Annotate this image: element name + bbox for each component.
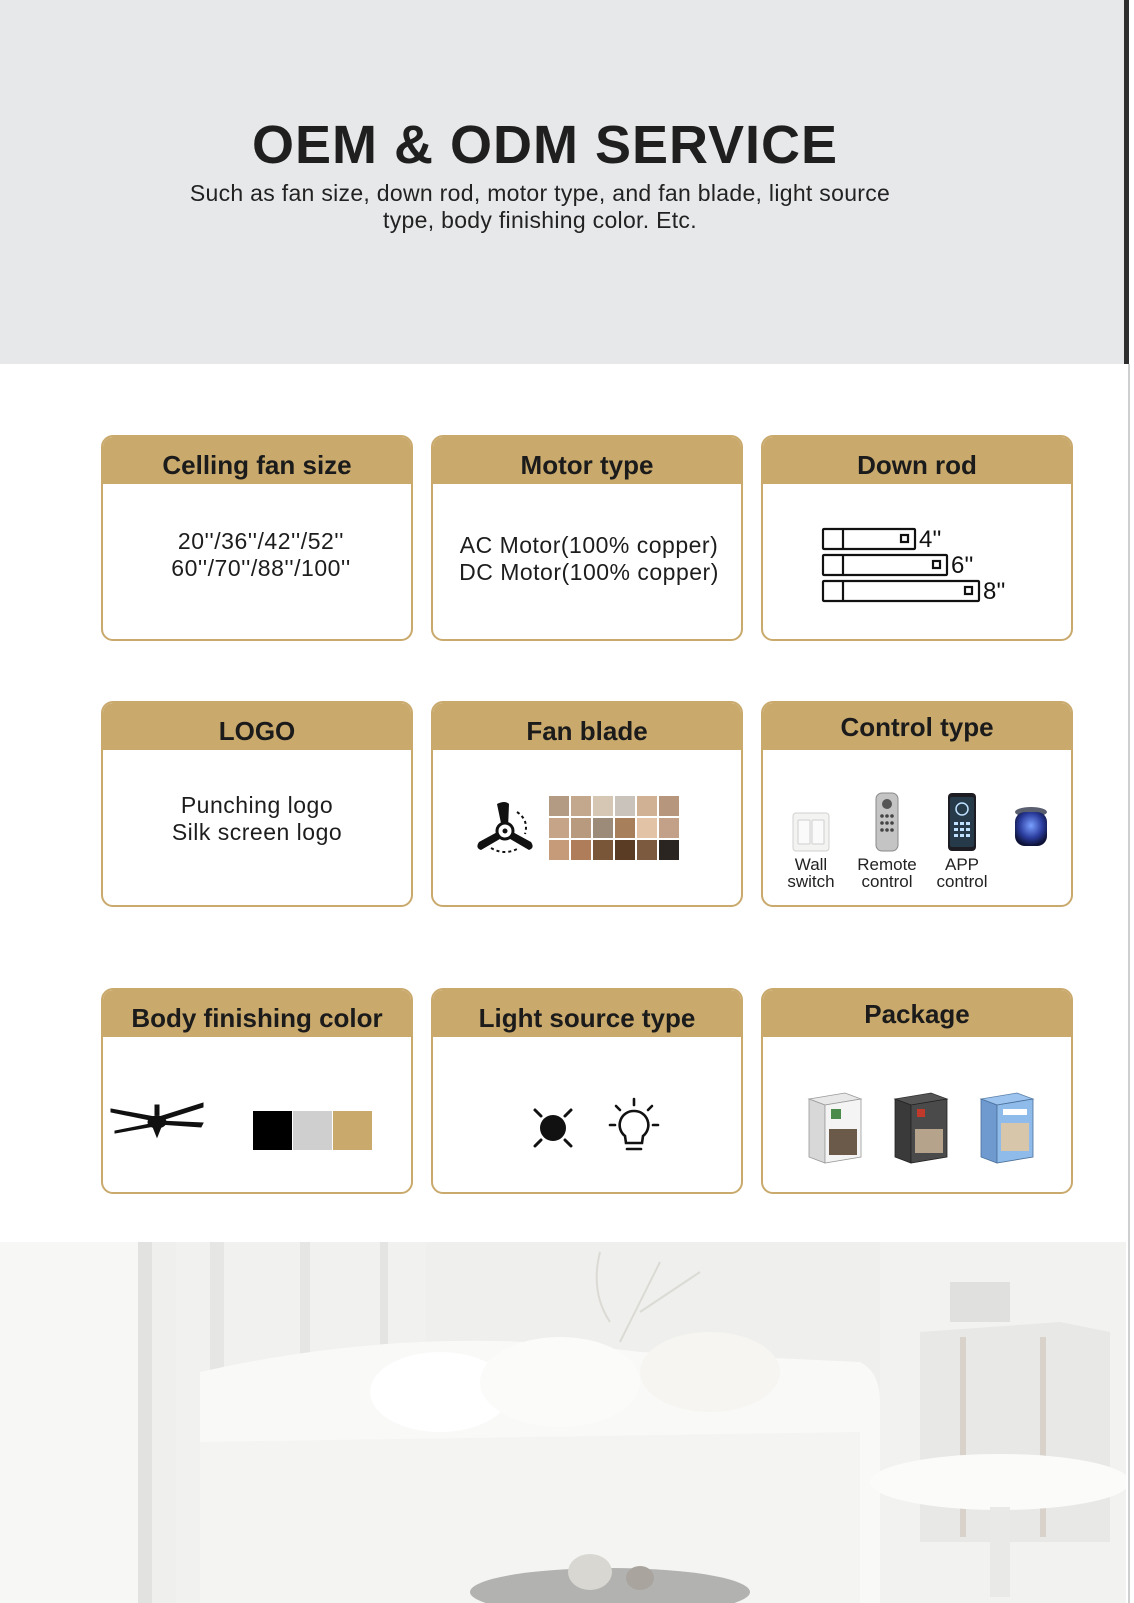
control-smart-speaker <box>1011 806 1051 855</box>
blade-swatch <box>615 796 635 816</box>
led-light-icon <box>529 1103 577 1153</box>
card-package-title: Package <box>763 990 1071 1037</box>
wall-switch-label-1: Wall <box>794 855 828 874</box>
blade-swatch <box>549 840 569 860</box>
card-motor-type <box>431 435 743 641</box>
blade-swatch <box>637 796 657 816</box>
card-body-color-title: Body finishing color <box>103 990 411 1037</box>
body-color-swatch <box>333 1111 372 1150</box>
blade-color-swatches <box>549 796 679 860</box>
fan-size-line-2: 60''/70''/88''/100'' <box>171 555 351 581</box>
app-label-1: APP <box>944 855 980 874</box>
remote-control-icon <box>874 792 900 852</box>
motor-type-values <box>437 532 741 586</box>
blade-swatch <box>659 796 679 816</box>
blade-swatch <box>593 840 613 860</box>
ceiling-fan-icon <box>109 1101 205 1143</box>
page-edge-bar <box>1124 0 1129 364</box>
card-package <box>761 988 1073 1194</box>
blade-swatch <box>571 840 591 860</box>
blade-swatch <box>637 818 657 838</box>
fan-size-line-1: 20''/36''/42''/52'' <box>177 528 345 554</box>
smartphone-icon <box>946 792 978 852</box>
remote-label-1: Remote <box>857 855 917 874</box>
card-motor-type-title: Motor type <box>433 437 741 484</box>
hero-banner <box>0 0 1126 364</box>
card-body-color <box>101 988 413 1194</box>
card-fan-size <box>101 435 413 641</box>
logo-option-1: Punching logo <box>180 792 334 818</box>
rod-length-8: 8'' <box>983 578 1006 605</box>
motor-type-line-1: AC Motor(100% copper) <box>459 532 719 558</box>
blade-swatch <box>549 796 569 816</box>
control-wall-switch <box>787 812 835 891</box>
control-app <box>936 792 988 891</box>
blade-swatch <box>615 840 635 860</box>
fan-size-values <box>111 528 411 582</box>
card-fan-blade <box>431 701 743 907</box>
page-subtitle <box>130 180 950 234</box>
control-remote <box>857 792 917 891</box>
blade-swatch <box>637 840 657 860</box>
card-logo <box>101 701 413 907</box>
subtitle-line-1: Such as fan size, down rod, motor type, and fan blade, light source <box>189 180 891 206</box>
subtitle-line-2: type, body finishing color. Etc. <box>383 207 697 233</box>
blade-swatch <box>593 818 613 838</box>
body-color-swatch <box>253 1111 292 1150</box>
card-control-type <box>761 701 1073 907</box>
body-color-swatch <box>293 1111 332 1150</box>
card-fan-blade-title: Fan blade <box>433 703 741 750</box>
card-fan-size-title: Celling fan size <box>103 437 411 484</box>
page-title: OEM & ODM SERVICE <box>251 115 839 175</box>
blade-swatch <box>549 818 569 838</box>
card-light-source <box>431 988 743 1194</box>
light-bulb-icon <box>607 1097 661 1155</box>
blade-swatch <box>571 818 591 838</box>
blade-swatch <box>659 818 679 838</box>
rod-length-6: 6'' <box>951 552 974 579</box>
logo-options <box>103 792 411 846</box>
living-room-background-image <box>0 1242 1126 1603</box>
motor-type-line-2: DC Motor(100% copper) <box>459 559 719 585</box>
fan-blade-icon <box>475 800 535 856</box>
living-room-illustration <box>0 1242 1126 1603</box>
package-box-icon-1 <box>805 1089 865 1165</box>
package-box-icon-2 <box>891 1089 951 1165</box>
rod-length-4: 4'' <box>919 526 942 553</box>
card-down-rod-title: Down rod <box>763 437 1071 484</box>
wall-switch-icon <box>792 812 830 852</box>
remote-label-2: control <box>861 872 913 891</box>
card-down-rod <box>761 435 1073 641</box>
package-box-icon-3 <box>977 1089 1037 1165</box>
blade-swatch <box>659 840 679 860</box>
blade-swatch <box>615 818 635 838</box>
card-control-type-title: Control type <box>763 703 1071 750</box>
card-logo-title: LOGO <box>103 703 411 750</box>
page-edge-line <box>1128 364 1130 1603</box>
wall-switch-label-2: switch <box>787 872 835 891</box>
app-label-2: control <box>936 872 988 891</box>
blade-swatch <box>593 796 613 816</box>
smart-speaker-icon <box>1012 806 1050 852</box>
card-light-source-title: Light source type <box>433 990 741 1037</box>
blade-swatch <box>571 796 591 816</box>
down-rod-icon <box>821 526 1021 606</box>
logo-option-2: Silk screen logo <box>171 819 343 845</box>
